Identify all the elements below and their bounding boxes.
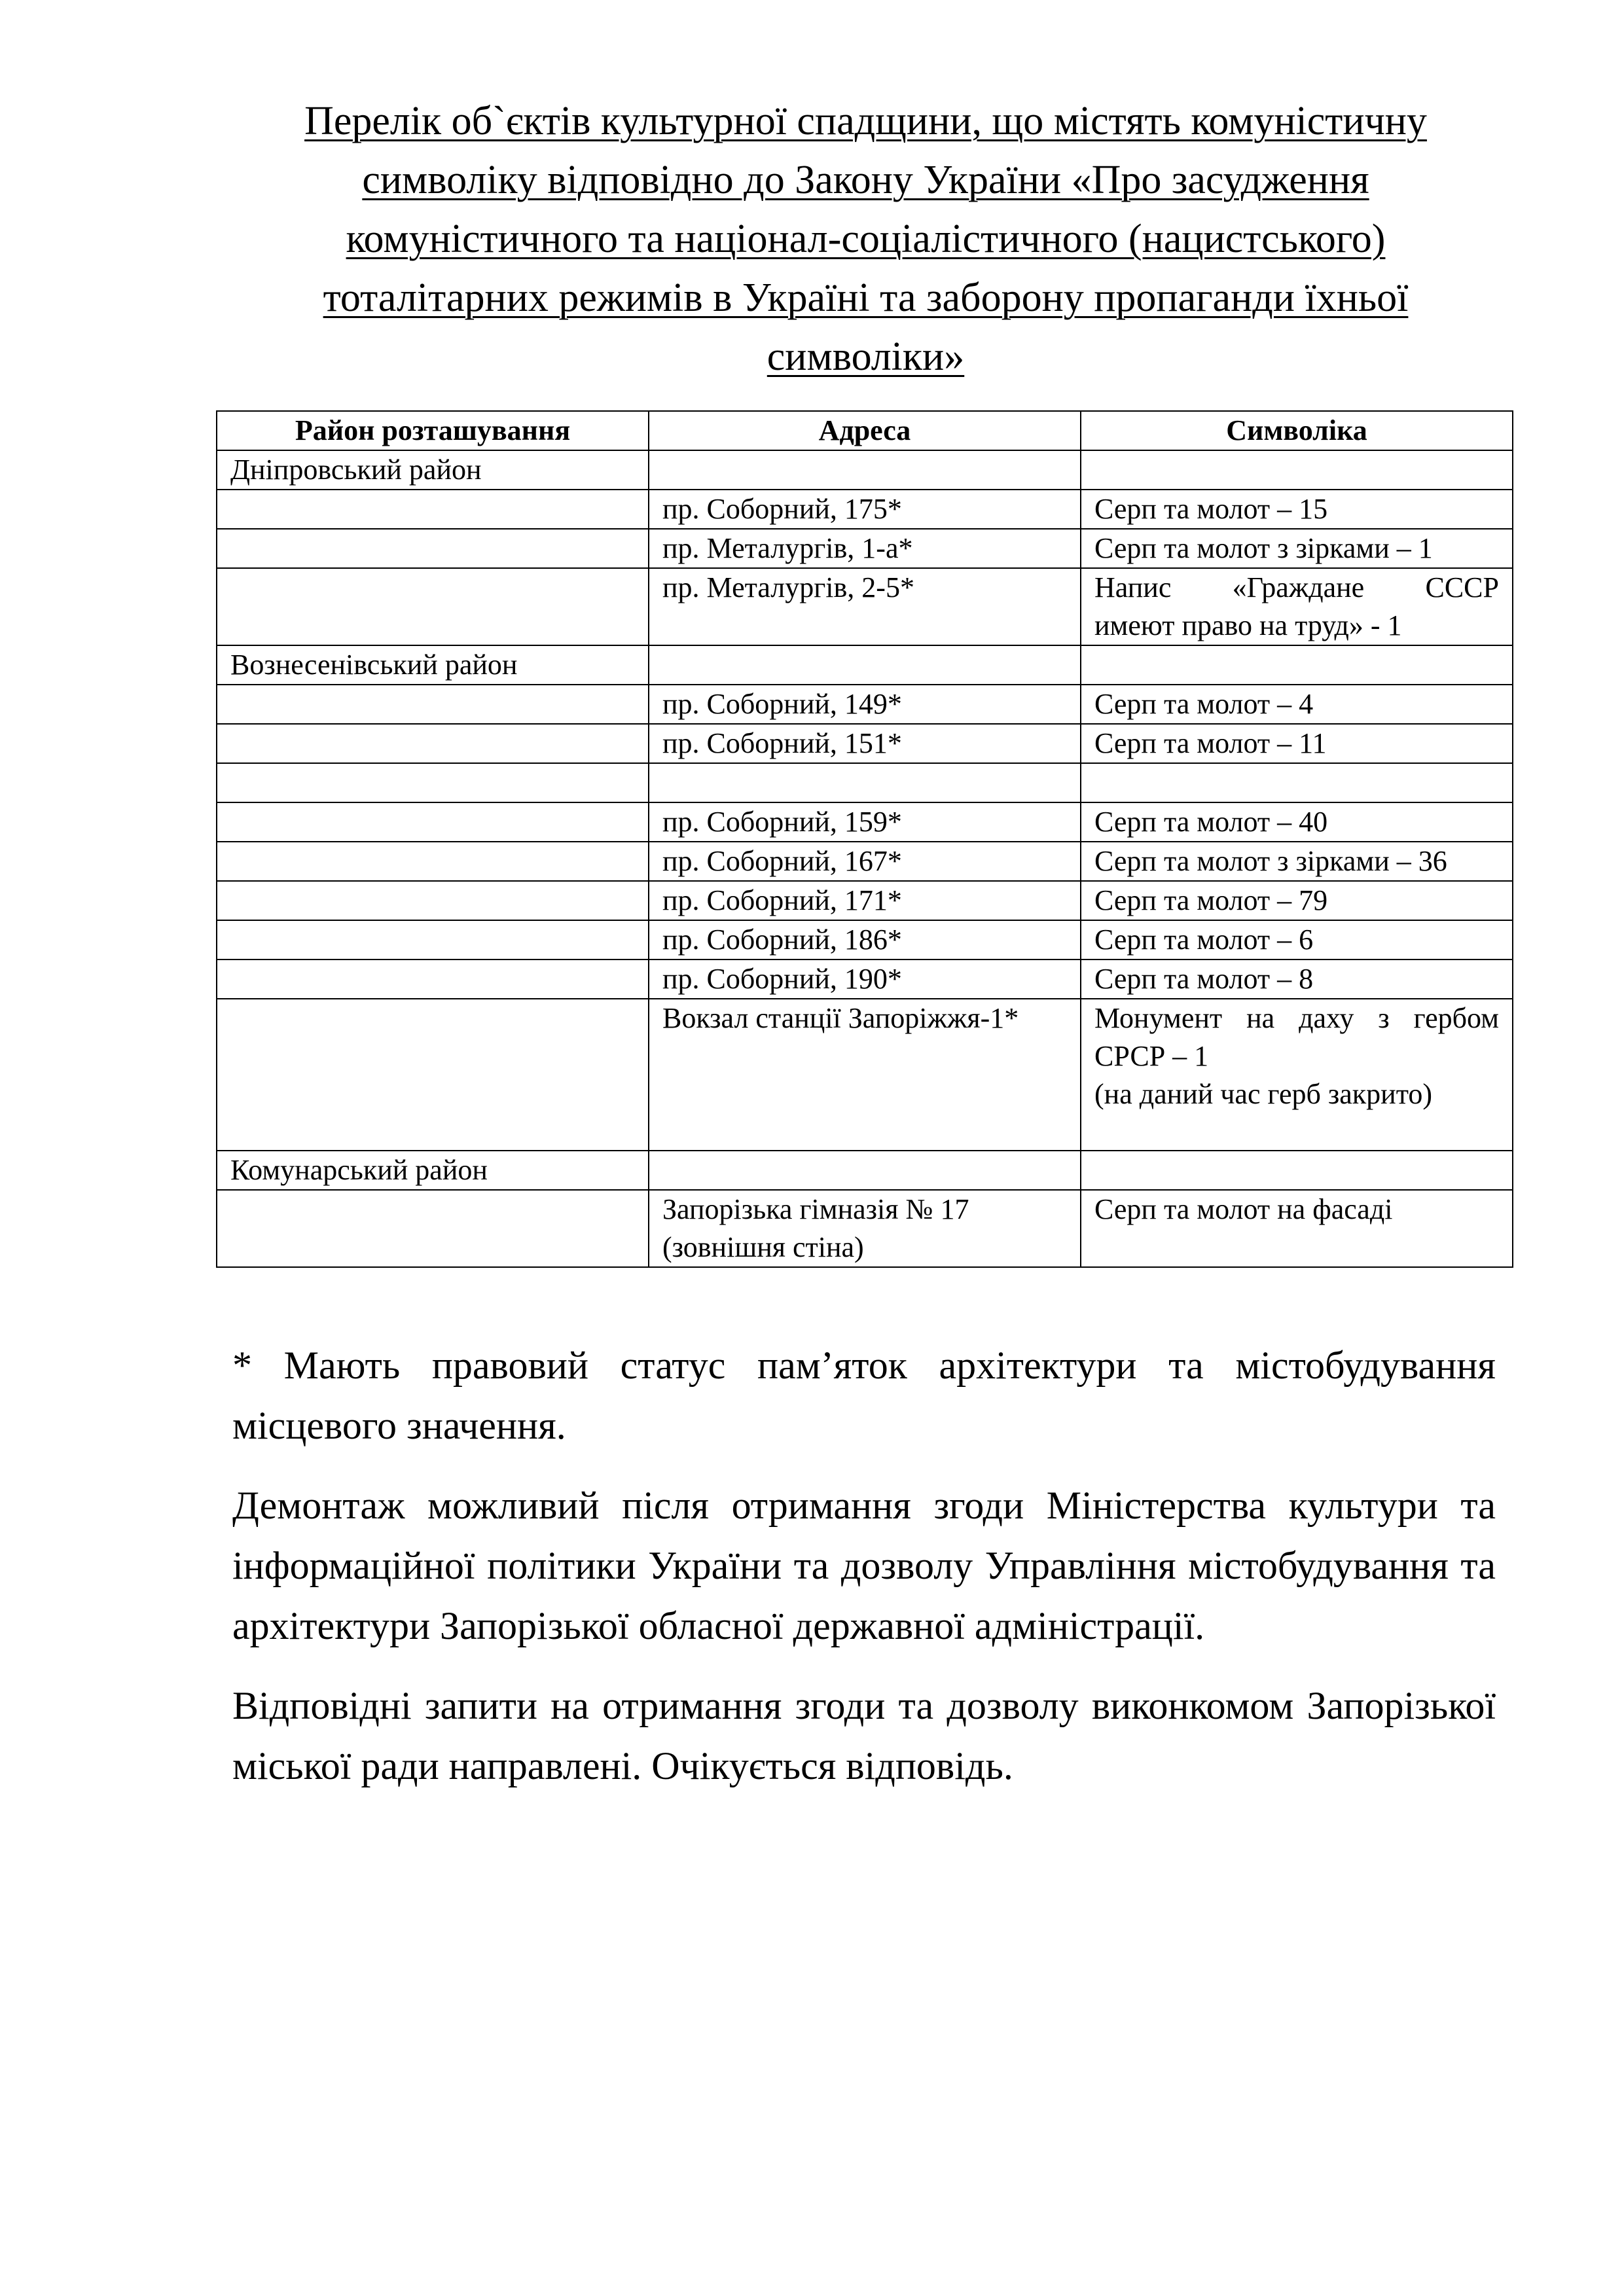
- address-cell: пр. Металургів, 2-5*: [649, 568, 1081, 645]
- address-line: (зовнішня стіна): [662, 1231, 864, 1263]
- address-cell: пр. Соборний, 159*: [649, 802, 1081, 842]
- table-row: [217, 645, 1513, 685]
- title-line: Перелік об`єктів культурної спадщини, що містять комуністичну: [304, 99, 1427, 143]
- title-line: тоталітарних режимів в Україні та заборону пропаганди їхньої: [323, 276, 1409, 320]
- table-header-row: [217, 411, 1513, 450]
- table-row: [217, 685, 1513, 724]
- symbol-line: имеют право на труд» - 1: [1094, 609, 1402, 641]
- table-row: [217, 960, 1513, 999]
- symbol-cell: [1081, 645, 1513, 685]
- address-cell: пр. Соборний, 151*: [649, 724, 1081, 763]
- district-cell: [217, 881, 649, 920]
- symbol-cell: [1081, 763, 1513, 802]
- footnote-paragraph: Відповідні запити на отримання згоди та дозволу виконкомом Запорізької міської ради направлені. Очікується відповідь.: [232, 1684, 1496, 1787]
- title-line: комуністичного та націонал-соціалістичного (нацистського): [346, 217, 1386, 261]
- footnotes: [232, 1335, 1496, 1816]
- title-line: символіку відповідно до Закону України «Про засудження: [362, 158, 1369, 202]
- district-cell: Комунарський район: [217, 1151, 649, 1190]
- district-cell: [217, 802, 649, 842]
- address-cell: [649, 1190, 1081, 1267]
- district-cell: [217, 842, 649, 881]
- district-cell: Вознесенівський район: [217, 645, 649, 685]
- district-cell: [217, 568, 649, 645]
- symbol-cell: Серп та молот – 79: [1081, 881, 1513, 920]
- address-cell: пр. Соборний, 171*: [649, 881, 1081, 920]
- district-cell: [217, 529, 649, 568]
- district-cell: [217, 920, 649, 960]
- table-row: [217, 568, 1513, 645]
- symbol-cell: Серп та молот – 11: [1081, 724, 1513, 763]
- table-row: [217, 1151, 1513, 1190]
- table-row: [217, 763, 1513, 802]
- address-cell: пр. Соборний, 175*: [649, 490, 1081, 529]
- district-cell: [217, 685, 649, 724]
- district-cell: [217, 960, 649, 999]
- symbol-cell: Серп та молот – 8: [1081, 960, 1513, 999]
- address-cell: пр. Соборний, 186*: [649, 920, 1081, 960]
- district-cell: [217, 763, 649, 802]
- symbol-cell: Серп та молот з зірками – 1: [1081, 529, 1513, 568]
- symbol-cell: Серп та молот – 40: [1081, 802, 1513, 842]
- symbol-cell: Серп та молот – 6: [1081, 920, 1513, 960]
- symbol-cell: Серп та молот – 4: [1081, 685, 1513, 724]
- district-cell: [217, 999, 649, 1151]
- table-row: [217, 724, 1513, 763]
- footnote-paragraph: * Мають правовий статус пам’яток архітектури та містобудування місцевого значення.: [232, 1344, 1496, 1447]
- address-cell: [649, 450, 1081, 490]
- table-row: [217, 881, 1513, 920]
- address-cell: пр. Металургів, 1-а*: [649, 529, 1081, 568]
- symbol-cell: Серп та молот на фасаді: [1081, 1190, 1513, 1267]
- symbol-line: Напис «Граждане СССР: [1094, 571, 1499, 603]
- address-cell: [649, 645, 1081, 685]
- header-district: Район розташування: [217, 411, 649, 450]
- address-cell: пр. Соборний, 149*: [649, 685, 1081, 724]
- address-line: Запорізька гімназія № 17: [662, 1193, 969, 1225]
- address-cell: пр. Соборний, 167*: [649, 842, 1081, 881]
- symbol-line: СРСР – 1: [1094, 1040, 1209, 1072]
- table-row: [217, 529, 1513, 568]
- header-symbol: Символіка: [1081, 411, 1513, 450]
- symbol-cell: [1081, 450, 1513, 490]
- symbol-cell: [1081, 999, 1513, 1151]
- objects-table: [216, 410, 1513, 1268]
- district-cell: [217, 724, 649, 763]
- address-cell: [649, 763, 1081, 802]
- page-title: [236, 92, 1496, 386]
- symbol-cell: [1081, 568, 1513, 645]
- district-cell: Дніпровський район: [217, 450, 649, 490]
- table-row: [217, 920, 1513, 960]
- address-cell: пр. Соборний, 190*: [649, 960, 1081, 999]
- symbol-cell: Серп та молот – 15: [1081, 490, 1513, 529]
- table-row: [217, 490, 1513, 529]
- title-line: символіки»: [767, 334, 965, 379]
- address-cell: Вокзал станції Запоріжжя-1*: [649, 999, 1081, 1151]
- table-row: [217, 842, 1513, 881]
- symbol-line: Монумент на даху з гербом: [1094, 1002, 1499, 1034]
- address-cell: [649, 1151, 1081, 1190]
- district-cell: [217, 1190, 649, 1267]
- table-row: [217, 802, 1513, 842]
- table-row: [217, 450, 1513, 490]
- footnote-paragraph: Демонтаж можливий після отримання згоди Міністерства культури та інформаційної політики України та дозволу Управління містобудування та архітектури Запорізької обласної державної адміністрації.: [232, 1484, 1496, 1647]
- table-row: [217, 1190, 1513, 1267]
- district-cell: [217, 490, 649, 529]
- symbol-line: (на даний час герб закрито): [1094, 1078, 1432, 1110]
- symbol-cell: Серп та молот з зірками – 36: [1081, 842, 1513, 881]
- header-address: Адреса: [649, 411, 1081, 450]
- symbol-cell: [1081, 1151, 1513, 1190]
- table-row: [217, 999, 1513, 1151]
